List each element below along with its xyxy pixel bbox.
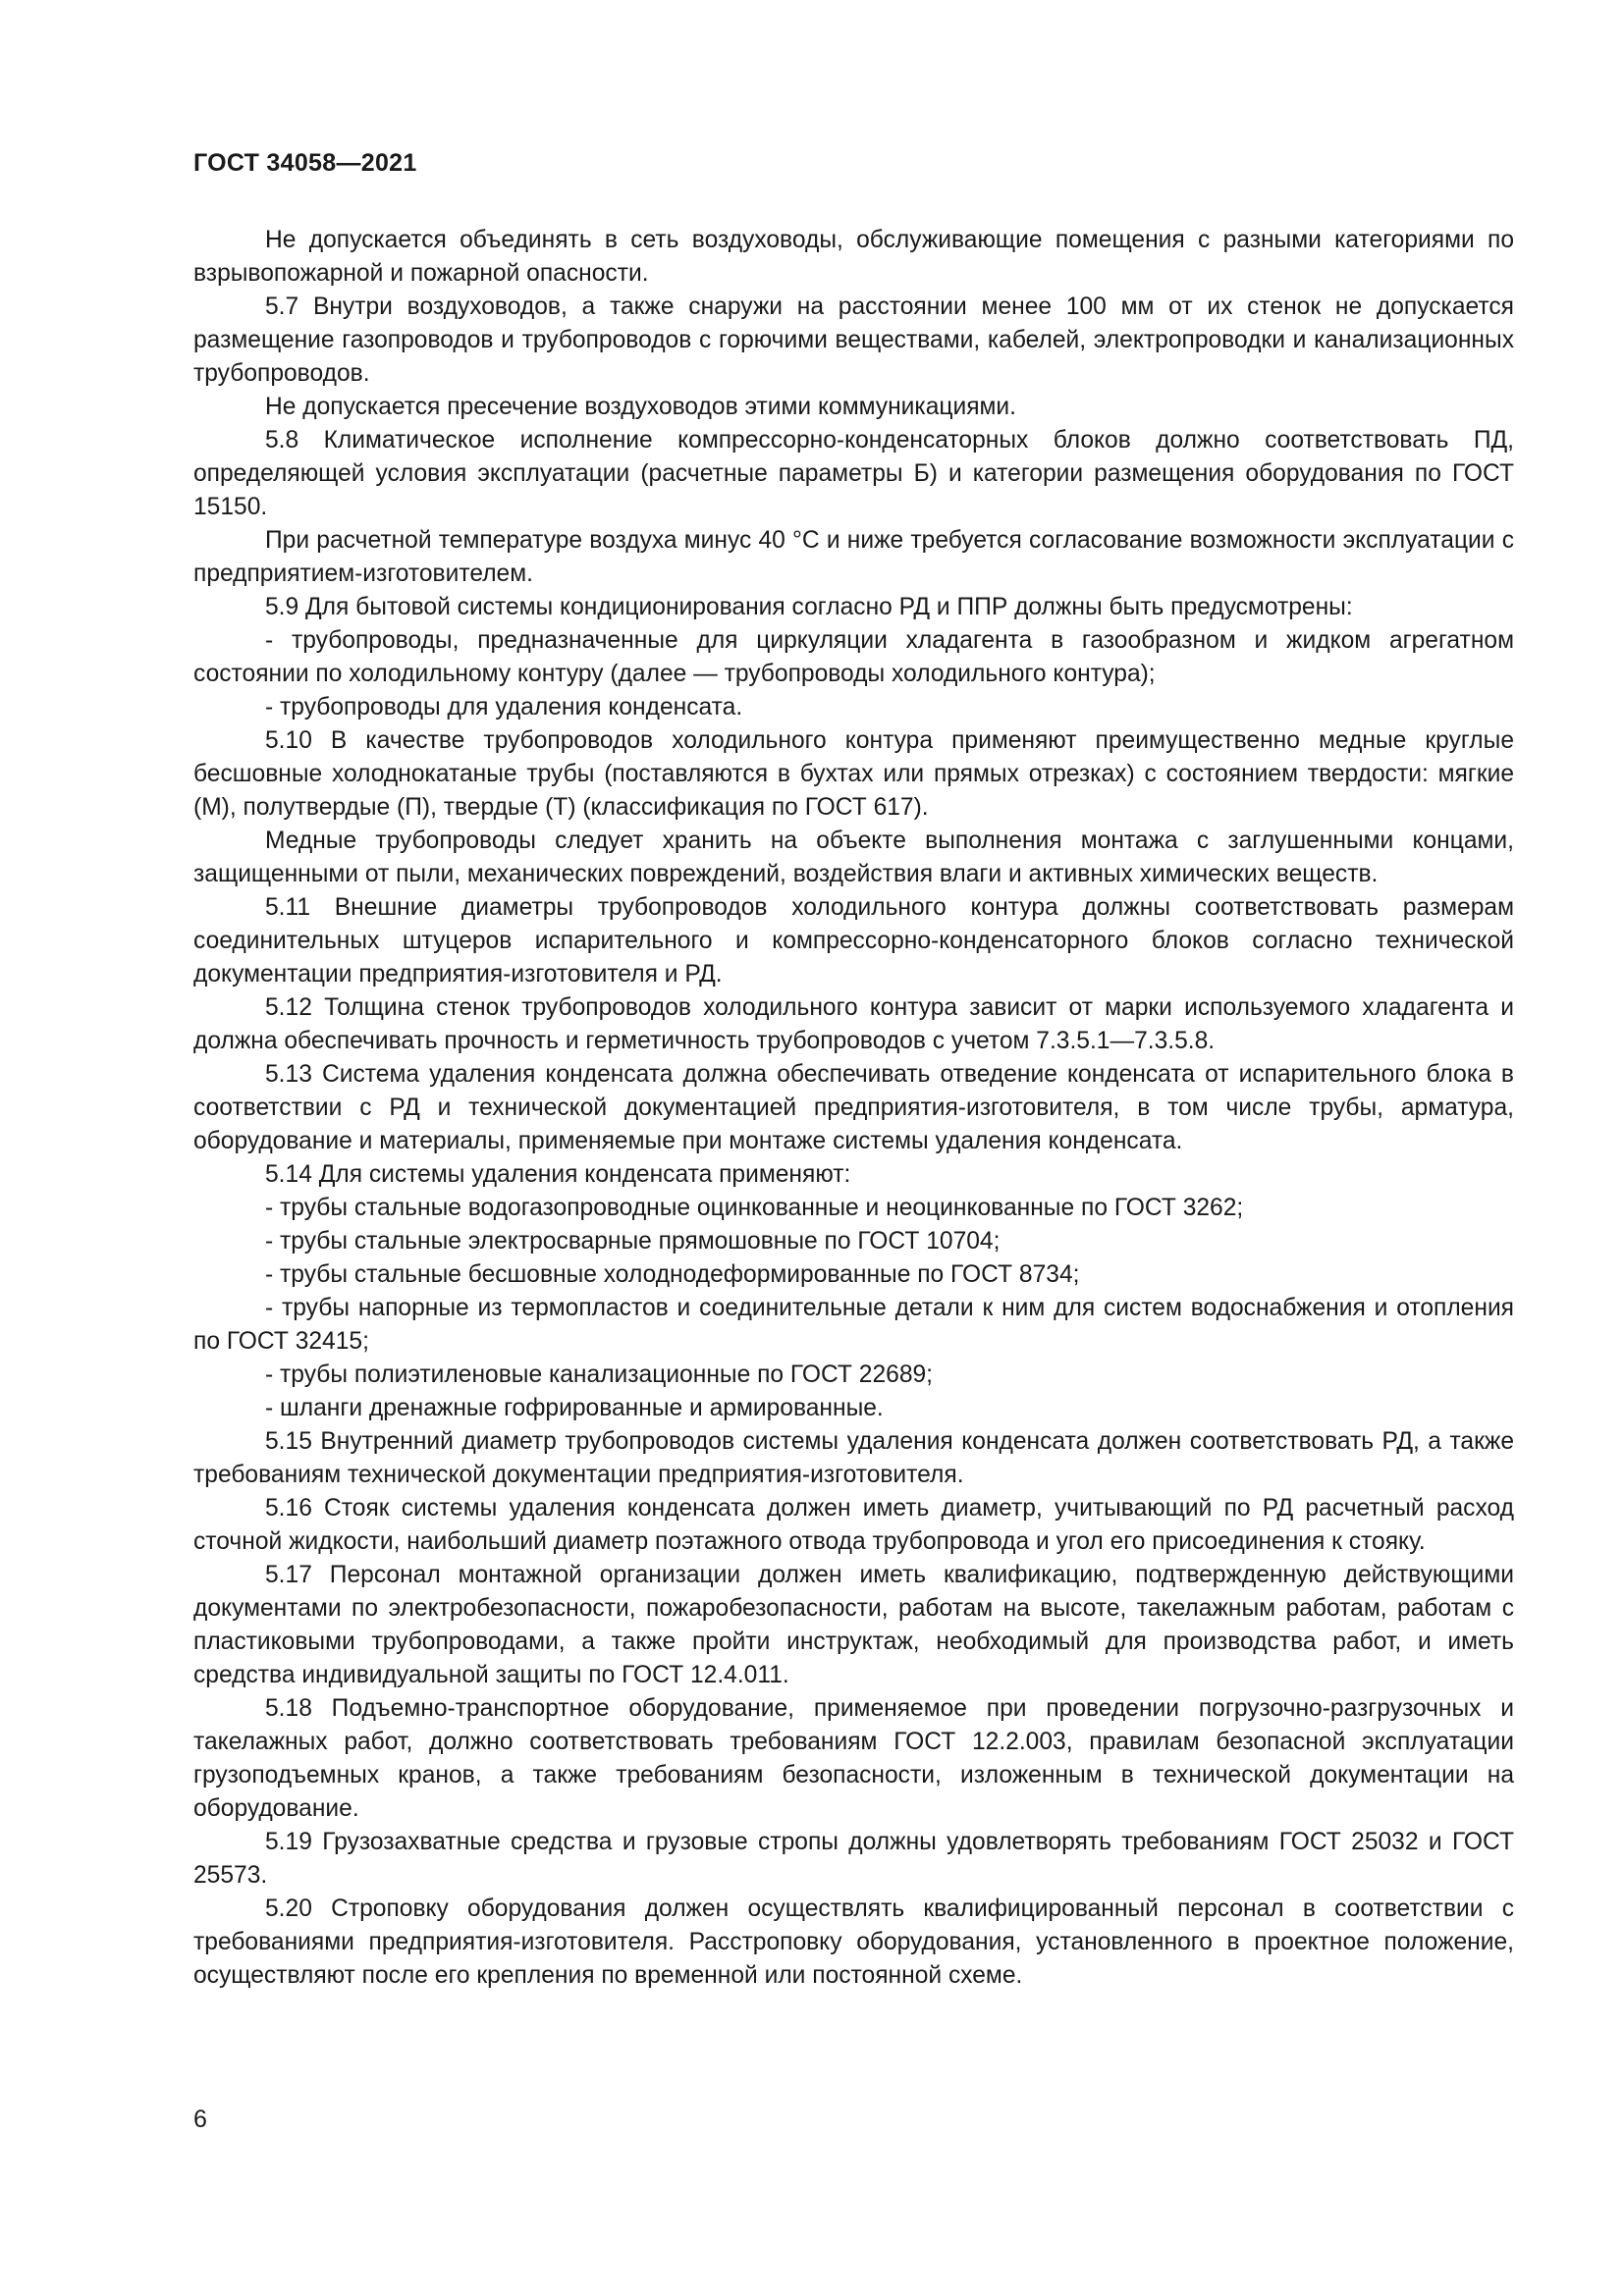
paragraph: 5.14 Для системы удаления конденсата применяют: bbox=[265, 1161, 851, 1188]
paragraph: При расчетной температуре воздуха минус 40 °С и ниже требуется согласование возможности эксплуатации с предприятием-изготовителем. bbox=[193, 527, 1514, 587]
list-item: - трубы стальные электросварные прямошовные по ГОСТ 10704; bbox=[265, 1228, 1001, 1255]
page-number: 6 bbox=[193, 2106, 207, 2133]
paragraph: 5.16 Стояк системы удаления конденсата должен иметь диаметр, учитывающий по РД расчетный расход сточной жидкости, наибольший диаметр поэтажного отвода трубопровода и угол его присоединения к стояку. bbox=[193, 1495, 1514, 1555]
paragraph: 5.12 Толщина стенок трубопроводов холодильного контура зависит от марки используемого хладагента и должна обеспечивать прочность и герметичность трубопроводов с учетом 7.3.5.1—7.3.5.8. bbox=[193, 994, 1514, 1054]
list-item: - трубы полиэтиленовые канализационные по ГОСТ 22689; bbox=[265, 1362, 934, 1388]
list-item: - шланги дренажные гофрированные и армированные. bbox=[265, 1395, 884, 1421]
paragraph: Медные трубопроводы следует хранить на объекте выполнения монтажа с заглушенными концами, защищенными от пыли, механических повреждений, воздействия влаги и активных химических веществ. bbox=[193, 828, 1514, 887]
paragraph: Не допускается пресечение воздуховодов этими коммуникациями. bbox=[265, 394, 1016, 420]
paragraph: 5.17 Персонал монтажной организации должен иметь квалификацию, подтвержденную действующими документами по электробезопасности, пожаробезопасности, работам на высоте, такелажным работам, работам с пластиковыми трубопроводами, а также пройти инструктаж, необходимый для производства работ, и иметь средства индивидуальной защиты по ГОСТ 12.4.011. bbox=[193, 1562, 1514, 1688]
paragraph: 5.19 Грузозахватные средства и грузовые стропы должны удовлетворять требованиям ГОСТ 25032 и ГОСТ 25573. bbox=[193, 1829, 1514, 1889]
paragraph: 5.20 Строповку оборудования должен осуществлять квалифицированный персонал в соответствии с требованиями предприятия-изготовителя. Расстроповку оборудования, установленного в проектное положение, осуществляют после его крепления по временной или постоянной схеме. bbox=[193, 1896, 1514, 1989]
list-item: - трубы стальные бесшовные холоднодеформированные по ГОСТ 8734; bbox=[265, 1261, 1080, 1288]
paragraph: 5.11 Внешние диаметры трубопроводов холодильного контура должны соответствовать размерам соединительных штуцеров испарительного и компрессорно-конденсаторного блоков согласно технической документации предприятия-изготовителя и РД. bbox=[193, 894, 1514, 988]
document-body bbox=[193, 224, 1514, 1993]
list-item: - трубопроводы для удаления конденсата. bbox=[265, 694, 743, 721]
paragraph: 5.8 Климатическое исполнение компрессорно-конденсаторных блоков должно соответствовать ПД, определяющей условия эксплуатации (расчетные параметры Б) и категории размещения оборудования по ГОСТ 15150. bbox=[193, 427, 1514, 520]
list-item: - трубы стальные водогазопроводные оцинкованные и неоцинкованные по ГОСТ 3262; bbox=[265, 1195, 1244, 1221]
list-item: - трубы напорные из термопластов и соединительные детали к ним для систем водоснабжения и отопления по ГОСТ 32415; bbox=[193, 1295, 1514, 1355]
paragraph: 5.10 В качестве трубопроводов холодильного контура применяют преимущественно медные круглые бесшовные холоднокатаные трубы (поставляются в бухтах или прямых отрезках) с состоянием твердости: мягкие (М), полутвердые (П), твердые (Т) (классификация по ГОСТ 617). bbox=[193, 727, 1514, 821]
paragraph: 5.7 Внутри воздуховодов, а также снаружи на расстоянии менее 100 мм от их стенок не допускается размещение газопроводов и трубопроводов с горючими веществами, кабелей, электропроводки и канализационных трубопроводов. bbox=[193, 294, 1514, 387]
paragraph: 5.9 Для бытовой системы кондиционирования согласно РД и ППР должны быть предусмотрены: bbox=[265, 594, 1353, 620]
paragraph: 5.15 Внутренний диаметр трубопроводов системы удаления конденсата должен соответствовать РД, а также требованиям технической документации предприятия-изготовителя. bbox=[193, 1428, 1514, 1488]
document-header: ГОСТ 34058—2021 bbox=[193, 149, 417, 177]
paragraph: 5.13 Система удаления конденсата должна обеспечивать отведение конденсата от испарительного блока в соответствии с РД и технической документацией предприятия-изготовителя, в том числе трубы, арматура, оборудование и материалы, применяемые при монтаже системы удаления конденсата. bbox=[193, 1061, 1514, 1154]
list-item: - трубопроводы, предназначенные для циркуляции хладагента в газообразном и жидком агрегатном состоянии по холодильному контуру (далее — трубопроводы холодильного контура); bbox=[193, 627, 1514, 687]
paragraph: 5.18 Подъемно-транспортное оборудование, применяемое при проведении погрузочно-разгрузочных и такелажных работ, должно соответствовать требованиям ГОСТ 12.2.003, правилам безопасной эксплуатации грузоподъемных кранов, а также требованиям безопасности, изложенным в технической документации на оборудование. bbox=[193, 1695, 1514, 1822]
paragraph: Не допускается объединять в сеть воздуховоды, обслуживающие помещения с разными категориями по взрывопожарной и пожарной опасности. bbox=[193, 227, 1514, 287]
